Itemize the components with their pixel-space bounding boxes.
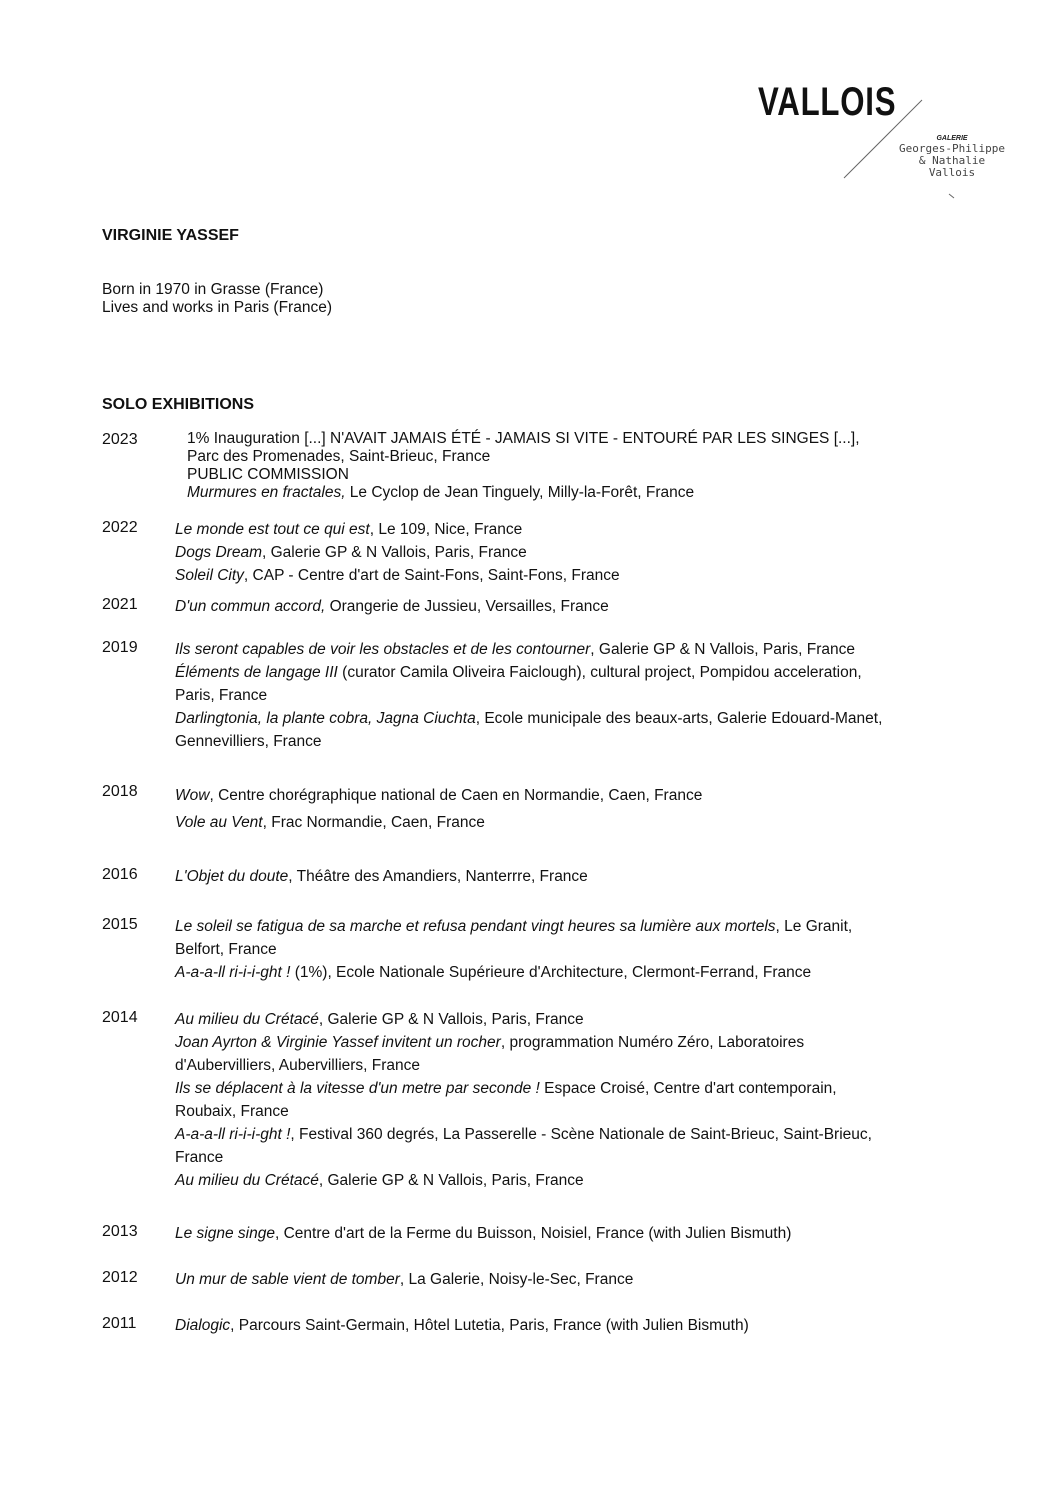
year-label: 2011: [102, 1315, 137, 1332]
entry-text: , La Galerie, Noisy-le-Sec, France: [399, 1271, 634, 1288]
entry-line: [175, 915, 852, 938]
year-label: 2019: [102, 639, 138, 656]
entry-line: [187, 484, 860, 502]
entry-line: [175, 1169, 872, 1192]
entry-text: d'Aubervilliers, Aubervilliers, France: [175, 1057, 421, 1074]
entry-title: Éléments de langage III: [175, 664, 338, 681]
entry-text: , Galerie GP & N Vallois, Paris, France: [318, 1172, 584, 1189]
logo-name-line: Georges-Philippe: [899, 142, 1005, 155]
entry-line: [175, 730, 882, 753]
entry-text: , Le 109, Nice, France: [369, 521, 523, 538]
entry-title: Vole au Vent: [175, 814, 263, 831]
entry-text: , Centre d'art de la Ferme du Buisson, Noisiel, France (with Julien Bismuth): [274, 1225, 792, 1242]
entry-text: , programmation Numéro Zéro, Laboratoires: [500, 1034, 805, 1051]
entry-title: Ils seront capables de voir les obstacles et de les contourner: [175, 641, 591, 658]
bio-line: Lives and works in Paris (France): [102, 299, 332, 316]
logo-tick-mark: [948, 193, 956, 199]
entry-text: Paris, France: [175, 687, 268, 704]
artist-name: VIRGINIE YASSEF: [102, 227, 239, 244]
entry-line: [175, 564, 620, 587]
entry-line: [175, 1008, 872, 1031]
logo-name-line: & Nathalie: [918, 154, 986, 167]
logo-subtitle: [896, 134, 1008, 179]
entry-line: [175, 684, 882, 707]
year-label: 2018: [102, 783, 138, 800]
entry-title: L'Objet du doute: [175, 868, 289, 885]
entry-title: Le monde est tout ce qui est: [175, 521, 370, 538]
entry-line: [175, 1077, 872, 1100]
entry-title: Dialogic: [175, 1317, 231, 1334]
entry-line: [175, 638, 882, 661]
entry-title: Un mur de sable vient de tomber: [175, 1271, 400, 1288]
entry-text: Orangerie de Jussieu, Versailles, France: [325, 598, 609, 615]
entry-title: Joan Ayrton & Virginie Yassef invitent un rocher: [175, 1034, 501, 1051]
year-entries: [175, 1268, 633, 1291]
year-entries: [187, 430, 860, 502]
year-entries: [175, 1222, 791, 1245]
artist-bio: [102, 281, 332, 317]
year-entries: [175, 915, 852, 984]
entry-text: , Frac Normandie, Caen, France: [262, 814, 485, 831]
entry-line: [175, 707, 882, 730]
year-label: 2016: [102, 866, 138, 883]
year-label: 2021: [102, 596, 138, 613]
entry-title: Le signe singe: [175, 1225, 275, 1242]
entry-line: [175, 809, 702, 836]
entry-text: , Théâtre des Amandiers, Nanterrre, France: [288, 868, 588, 885]
entry-line: [175, 1146, 872, 1169]
entry-line: [175, 1031, 872, 1054]
entry-line: [187, 466, 860, 484]
entry-line: [175, 961, 852, 984]
entry-title: Ils se déplacent à la vitesse d'un metre par seconde !: [175, 1080, 540, 1097]
entry-title: A-a-a-ll ri-i-i-ght !: [175, 1126, 291, 1143]
entry-title: Soleil City: [175, 567, 244, 584]
entry-line: [175, 541, 620, 564]
entry-line: [175, 1314, 749, 1337]
year-entries: [175, 1008, 872, 1192]
entry-title: Dogs Dream: [175, 544, 262, 561]
entry-text: , Le Granit,: [775, 918, 853, 935]
entry-line: [175, 782, 702, 809]
year-label: 2022: [102, 519, 138, 536]
logo-wordmark: VALLOIS: [758, 80, 897, 124]
entry-line: [175, 865, 588, 888]
entry-line: [175, 1100, 872, 1123]
entry-text: Belfort, France: [175, 941, 277, 958]
year-label: 2023: [102, 431, 138, 448]
entry-text: Gennevilliers, France: [175, 733, 322, 750]
entry-text: (1%), Ecole Nationale Supérieure d'Architecture, Clermont-Ferrand, France: [290, 964, 812, 981]
entry-text: Parc des Promenades, Saint-Brieuc, France: [187, 448, 491, 465]
logo-name-line: Vallois: [928, 166, 976, 179]
entry-title: D'un commun accord,: [175, 598, 326, 615]
entry-line: [175, 595, 609, 618]
entry-line: [175, 1054, 872, 1077]
year-label: 2013: [102, 1223, 138, 1240]
entry-title: A-a-a-ll ri-i-i-ght !: [175, 964, 291, 981]
entry-text: , Centre chorégraphique national de Caen en Normandie, Caen, France: [209, 787, 703, 804]
year-label: 2014: [102, 1009, 138, 1026]
entry-title: Darlingtonia, la plante cobra, Jagna Ciuchta: [175, 710, 476, 727]
entry-title: Au milieu du Crétacé: [175, 1172, 319, 1189]
entry-title: Wow: [175, 787, 210, 804]
year-entries: [175, 865, 588, 888]
year-label: 2012: [102, 1269, 138, 1286]
entry-title: Au milieu du Crétacé: [175, 1011, 319, 1028]
entry-text: , Parcours Saint-Germain, Hôtel Lutetia, Paris, France (with Julien Bismuth): [230, 1317, 749, 1334]
year-entries: [175, 518, 620, 587]
entry-text: Roubaix, France: [175, 1103, 289, 1120]
entry-line: [187, 430, 860, 448]
year-entries: [175, 1314, 749, 1337]
entry-line: [175, 1268, 633, 1291]
entry-text: , Galerie GP & N Vallois, Paris, France: [590, 641, 856, 658]
entry-text: (curator Camila Oliveira Faiclough), cultural project, Pompidou acceleration,: [337, 664, 862, 681]
year-entries: [175, 782, 702, 836]
logo-galerie-label: GALERIE: [936, 135, 968, 142]
entry-line: [175, 1222, 791, 1245]
entry-text: France: [175, 1149, 224, 1166]
entry-text: Le Cyclop de Jean Tinguely, Milly-la-Forêt, France: [345, 484, 695, 501]
entry-text: , Festival 360 degrés, La Passerelle - Scène Nationale de Saint-Brieuc, Saint-Brieuc,: [290, 1126, 872, 1143]
entry-title: Murmures en fractales,: [187, 484, 346, 501]
entry-line: [187, 448, 860, 466]
entry-line: [175, 661, 882, 684]
entry-text: PUBLIC COMMISSION: [187, 466, 349, 483]
year-entries: [175, 638, 882, 753]
entry-text: , Ecole municipale des beaux-arts, Galerie Edouard-Manet,: [475, 710, 883, 727]
entry-text: 1% Inauguration [...] N'AVAIT JAMAIS ÉTÉ - JAMAIS SI VITE - ENTOURÉ PAR LES SINGES [...],: [187, 430, 860, 447]
year-entries: [175, 595, 609, 618]
section-title-solo-exhibitions: SOLO EXHIBITIONS: [102, 396, 255, 413]
entry-text: , Galerie GP & N Vallois, Paris, France: [318, 1011, 584, 1028]
entry-text: , CAP - Centre d'art de Saint-Fons, Saint-Fons, France: [243, 567, 620, 584]
entry-line: [175, 1123, 872, 1146]
bio-line: Born in 1970 in Grasse (France): [102, 281, 324, 298]
year-label: 2015: [102, 916, 138, 933]
entry-line: [175, 938, 852, 961]
entry-text: Espace Croisé, Centre d'art contemporain,: [539, 1080, 837, 1097]
entry-text: , Galerie GP & N Vallois, Paris, France: [262, 544, 527, 561]
entry-title: Le soleil se fatigua de sa marche et refusa pendant vingt heures sa lumière aux mortels: [175, 918, 776, 935]
entry-line: [175, 518, 620, 541]
